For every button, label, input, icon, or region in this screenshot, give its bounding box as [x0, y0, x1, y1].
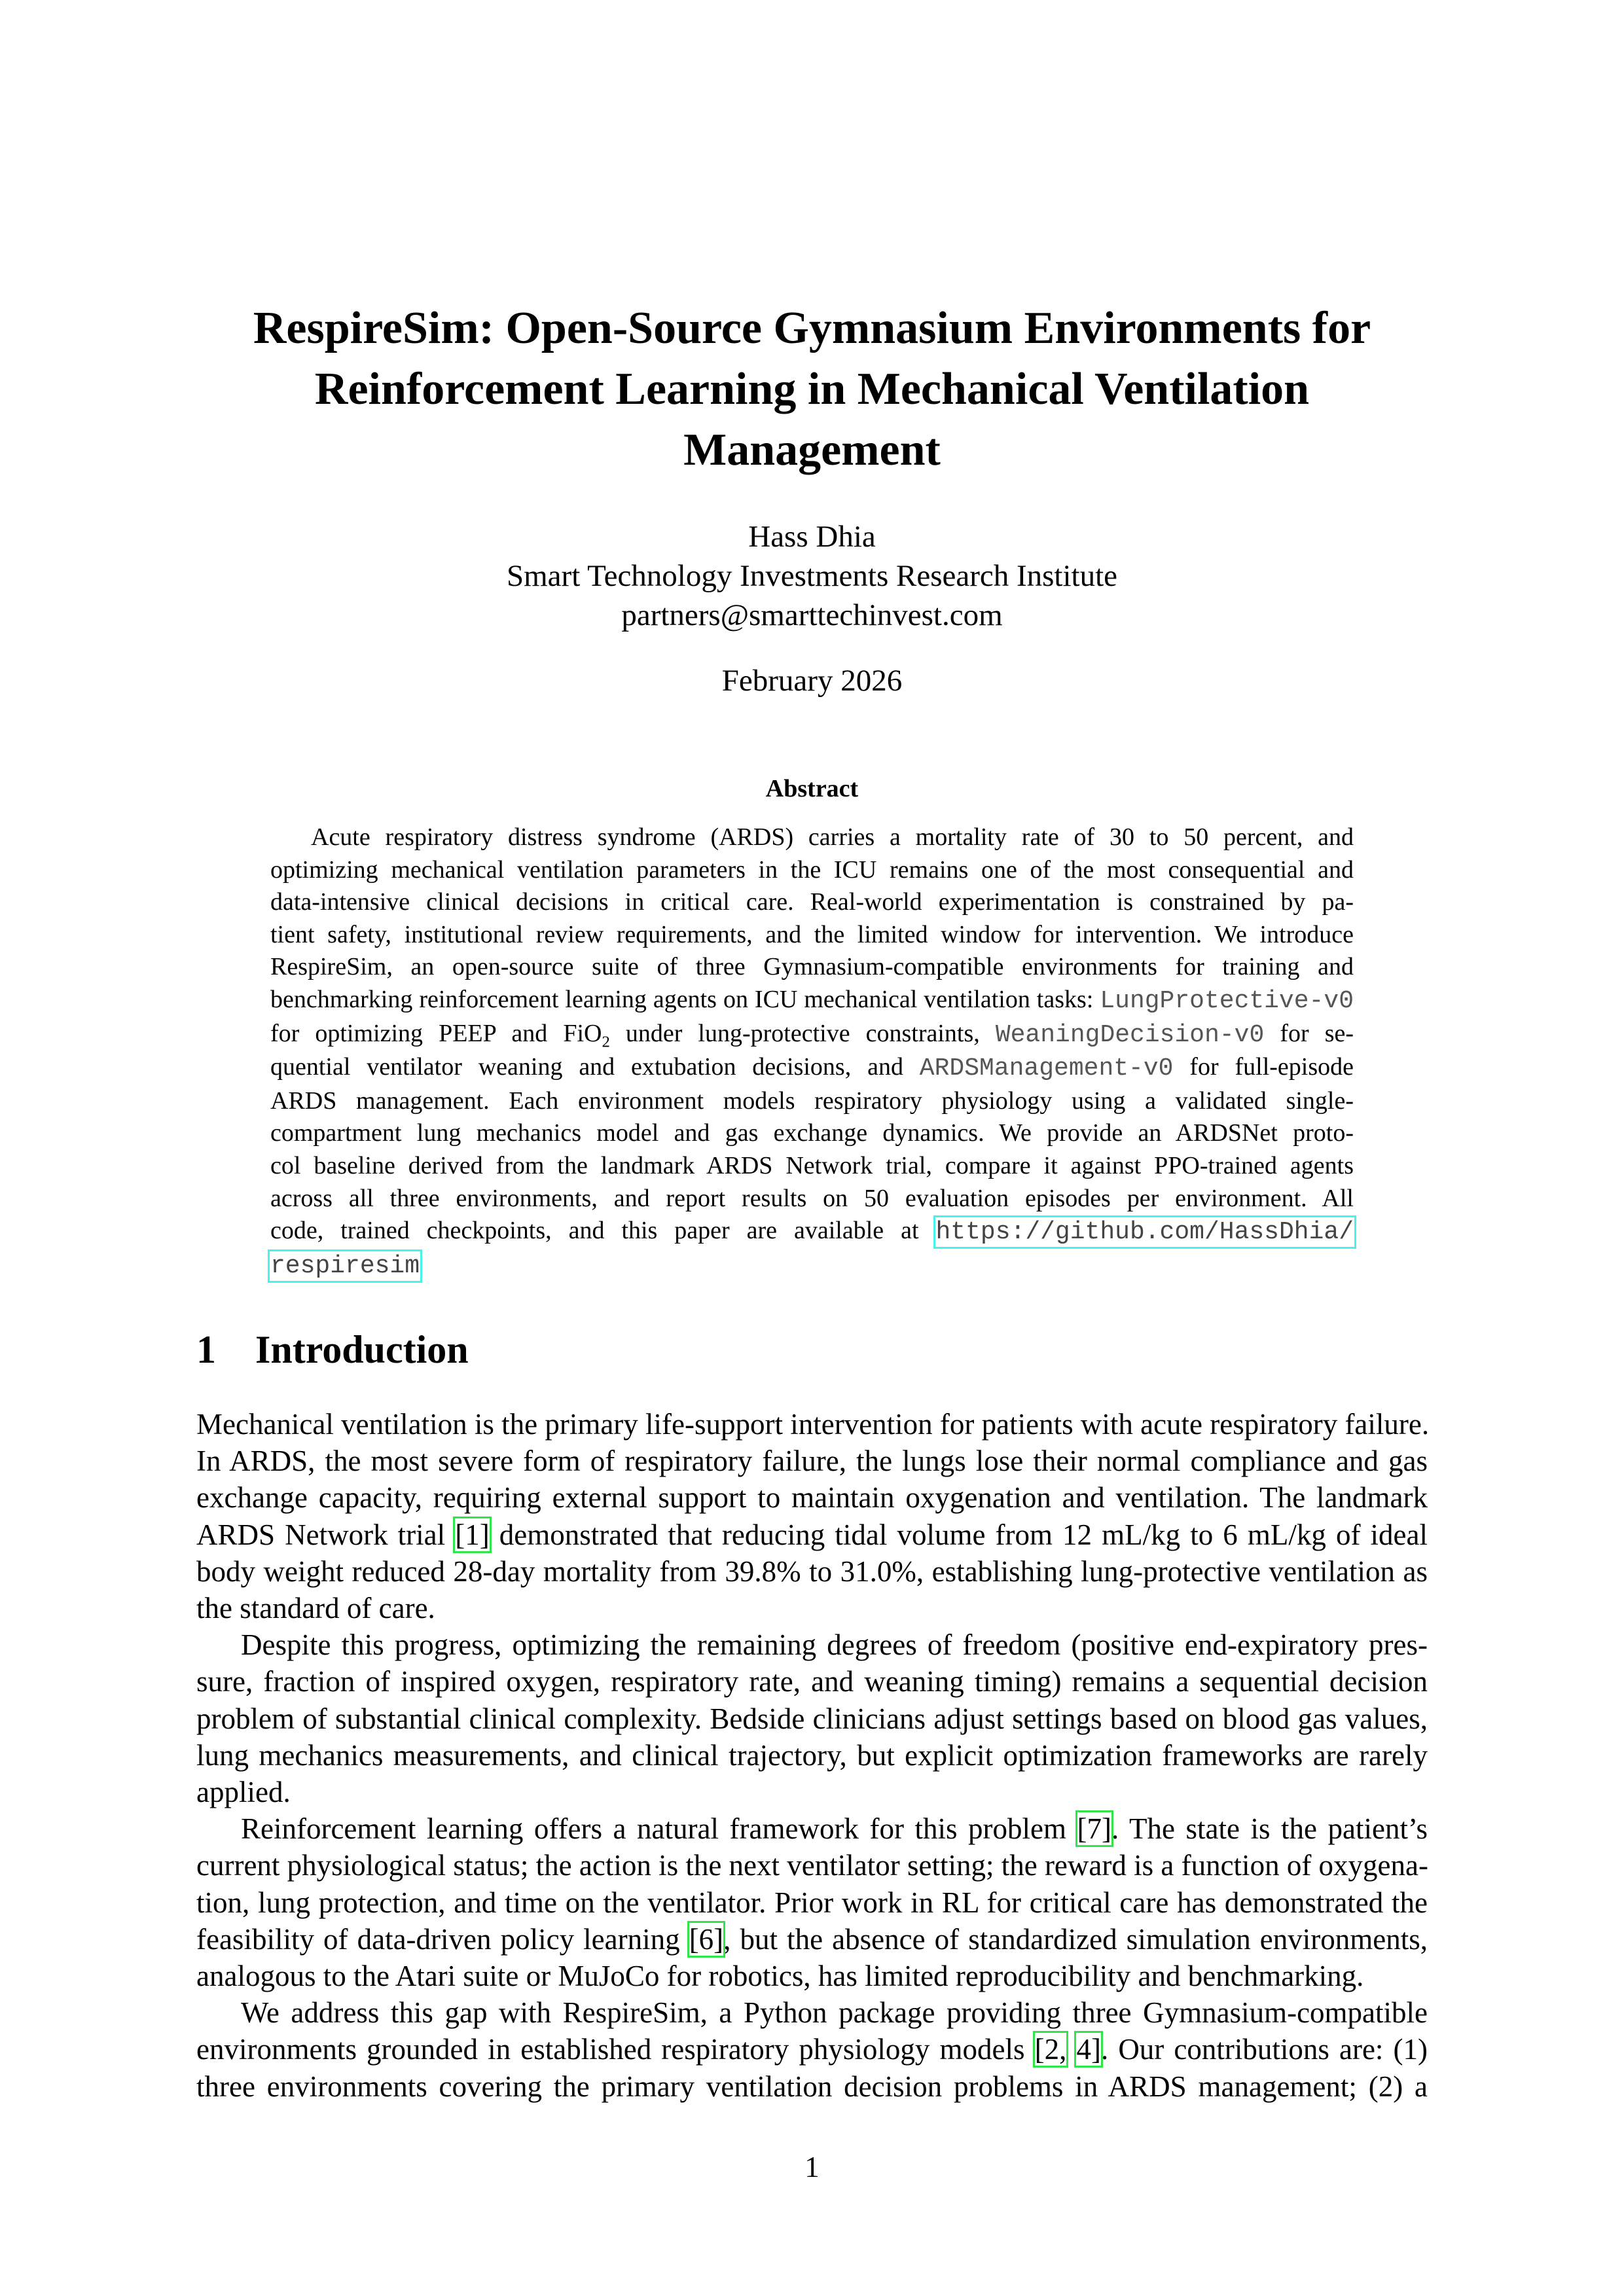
body-line: lung mechanics measurements, and clinical trajectory, but explicit optimization frameworks are rarely: [196, 1738, 1428, 1772]
body-text: Reinforcement learning offers a natural framework for this problem: [241, 1812, 1077, 1846]
abstract-line: ARDS management. Each environment models respiratory physiology using a validated single-: [270, 1086, 1354, 1115]
env-name-weaningdecision: WeaningDecision-v0: [995, 1020, 1265, 1049]
body-text: . The state is the patient’s: [1111, 1812, 1428, 1846]
body-text: ARDS Network trial: [196, 1518, 456, 1551]
body-line: [196, 1921, 1428, 1958]
abstract-text: for se-: [1264, 1019, 1354, 1047]
citation-link-1[interactable]: [1]: [455, 1518, 490, 1551]
section-heading-introduction: [196, 1325, 469, 1374]
abstract-body: [270, 821, 1354, 1282]
body-line: exchange capacity, requiring external support to maintain oxygenation and ventilation. The landmark: [196, 1481, 1428, 1515]
abstract-line: across all three environments, and report results on 50 evaluation episodes per environment. All: [270, 1184, 1354, 1212]
body-text: feasibility of data-driven policy learning: [196, 1922, 689, 1956]
body-line: In ARDS, the most severe form of respiratory failure, the lungs lose their normal compliance and gas: [196, 1444, 1428, 1478]
publication-date: February 2026: [721, 664, 903, 698]
abstract-heading: Abstract: [765, 775, 859, 802]
title-line-1: RespireSim: Open-Source Gymnasium Environments for: [253, 303, 1371, 353]
body-line: [196, 1516, 1428, 1553]
abstract-line: [270, 1215, 1354, 1249]
citation-link-7[interactable]: [7]: [1077, 1812, 1111, 1846]
abstract-line: RespireSim, an open-source suite of three Gymnasium-compatible environments for training and: [270, 953, 1354, 981]
fio2-subscript: 2: [602, 1033, 610, 1051]
introduction-body: [196, 1406, 1428, 2105]
abstract-line: [270, 1018, 1354, 1052]
body-line: Mechanical ventilation is the primary life-support intervention for patients with acute respiratory failure.: [196, 1408, 1430, 1441]
abstract-line: tient safety, institutional review requirements, and the limited window for intervention. We introduce: [270, 920, 1354, 948]
author-email: partners@smarttechinvest.com: [621, 598, 1003, 632]
paper-title: [196, 298, 1428, 480]
title-line-2: Reinforcement Learning in Mechanical Ventilation: [314, 364, 1310, 414]
body-line: [196, 2031, 1428, 2068]
abstract-text: for optimizing PEEP and FiO: [270, 1019, 602, 1047]
body-text: . Our contributions are: (1): [1100, 2033, 1428, 2066]
body-line: problem of substantial clinical complexity. Bedside clinicians adjust settings based on blood gas values,: [196, 1702, 1428, 1735]
author-affiliation: Smart Technology Investments Research Institute: [506, 559, 1118, 593]
author-block: [196, 517, 1428, 635]
body-line: analogous to the Atari suite or MuJoCo for robotics, has limited reproducibility and benchmarking.: [196, 1960, 1364, 1993]
abstract-line: [270, 984, 1354, 1018]
body-text: environments grounded in established respiratory physiology models: [196, 2033, 1035, 2066]
abstract-line: data-intensive clinical decisions in critical care. Real-world experimentation is constrained by pa-: [270, 888, 1354, 916]
abstract-line: optimizing mechanical ventilation parameters in the ICU remains one of the most consequential and: [270, 855, 1354, 884]
section-title: Introduction: [255, 1328, 469, 1371]
abstract-text: under lung-protective constraints,: [609, 1019, 996, 1047]
citation-link-6[interactable]: [6]: [689, 1922, 724, 1956]
citation-link-2[interactable]: [2,: [1034, 2033, 1067, 2066]
github-link-continued[interactable]: respiresim: [270, 1251, 420, 1280]
abstract-line: col baseline derived from the landmark ARDS Network trial, compare it against PPO-trained agents: [270, 1151, 1354, 1179]
abstract-line: compartment lung mechanics model and gas exchange dynamics. We provide an ARDSNet proto-: [270, 1119, 1354, 1147]
abstract-line: [270, 1051, 1354, 1085]
body-line: tion, lung protection, and time on the ventilator. Prior work in RL for critical care has demonstrated the: [196, 1886, 1428, 1919]
body-line: body weight reduced 28-day mortality from 39.8% to 31.0%, establishing lung-protective ventilation as: [196, 1554, 1428, 1588]
body-text: demonstrated that reducing tidal volume from 12 mL/kg to 6 mL/kg of ideal: [489, 1518, 1428, 1551]
env-name-lungprotective: LungProtective-v0: [1100, 986, 1354, 1015]
body-line: sure, fraction of inspired oxygen, respiratory rate, and weaning timing) remains a sequential decision: [196, 1665, 1428, 1698]
body-line: three environments covering the primary ventilation decision problems in ARDS management; (2) a: [196, 2070, 1428, 2103]
abstract-text: quential ventilator weaning and extubation decisions, and: [270, 1053, 920, 1081]
body-line: [196, 1810, 1428, 1847]
body-text: , but the absence of standardized simulation environments,: [723, 1922, 1428, 1956]
abstract-text: benchmarking reinforcement learning agents on ICU mechanical ventilation tasks:: [270, 985, 1094, 1013]
github-link[interactable]: https://github.com/HassDhia/: [935, 1218, 1354, 1247]
page-number: 1: [804, 2151, 820, 2183]
env-name-ardsmanagement: ARDSManagement-v0: [919, 1054, 1174, 1083]
body-line: We address this gap with RespireSim, a Python package providing three Gymnasium-compatible: [241, 1996, 1428, 2030]
body-line: applied.: [196, 1776, 291, 1809]
abstract-line: [270, 1249, 1354, 1283]
section-number: 1: [196, 1328, 216, 1371]
citation-link-4[interactable]: 4]: [1076, 2033, 1101, 2066]
body-line: current physiological status; the action is the next ventilator setting; the reward is a function of oxygena-: [196, 1849, 1428, 1882]
body-line: the standard of care.: [196, 1592, 435, 1625]
body-line: Despite this progress, optimizing the remaining degrees of freedom (positive end-expiratory pres-: [241, 1628, 1428, 1662]
abstract-text: for full-episode: [1173, 1053, 1354, 1081]
abstract-text: code, trained checkpoints, and this paper are available at: [270, 1217, 919, 1245]
author-name: Hass Dhia: [748, 520, 876, 554]
abstract-line: Acute respiratory distress syndrome (ARDS) carries a mortality rate of 30 to 50 percent, and: [311, 823, 1354, 851]
title-line-3: Management: [683, 425, 941, 475]
